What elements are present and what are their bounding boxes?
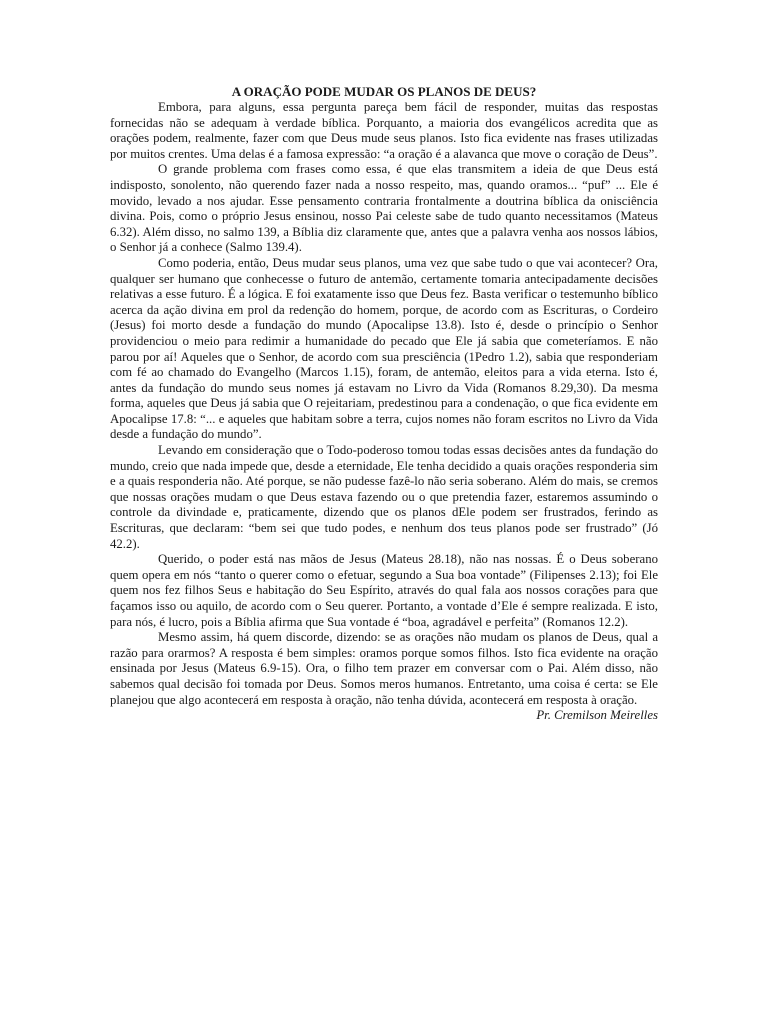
paragraph-6: Mesmo assim, há quem discorde, dizendo: se as orações não mudam os planos de Deus, qual a razão para orarmos? A resposta é bem simples: oramos porque somos filhos. Isto fica evidente na oração ensinada por Jesus (Mateus 6.9-15). Ora, o filho tem prazer em conversar com o Pai. Além disso, não sabemos qual decisão foi tomada por Deus. Somos meros humanos. Entretanto, uma coisa é certa: se Ele planejou que algo acontecerá em resposta à oração, não tenha dúvida, acontecerá em resposta à oração.: [110, 630, 658, 707]
author-signature: Pr. Cremilson Meirelles: [536, 708, 658, 723]
document-title: A ORAÇÃO PODE MUDAR OS PLANOS DE DEUS?: [231, 84, 537, 99]
paragraph-4: Levando em consideração que o Todo-poderoso tomou todas essas decisões antes da fundação do mundo, creio que nada impede que, desde a eternidade, Ele tenha decidido a quais orações responderia sim e a quais responderia não. Até porque, se não pudesse fazê-lo não seria soberano. Além do mais, se cremos que nossas orações mudam o que Deus estava fazendo ou o que pretendia fazer, estaremos assumindo o controle da divindade e, praticamente, dizendo que os planos dEle podem ser frustrados, ferindo as Escrituras, que declaram: “bem sei que tudo podes, e nenhum dos teus planos pode ser frustrado” (Jó 42.2).: [110, 443, 658, 551]
paragraph-1: Embora, para alguns, essa pergunta pareça bem fácil de responder, muitas das respostas fornecidas não se adequam à verdade bíblica. Porquanto, a maioria dos evangélicos acredita que as orações podem, realmente, fazer com que Deus mude seus planos. Isto fica evidente nas frases utilizadas por muitos crentes. Uma delas é a famosa expressão: “a oração é a alavanca que move o coração de Deus”.: [110, 100, 658, 161]
paragraph-5: Querido, o poder está nas mãos de Jesus (Mateus 28.18), não nas nossas. É o Deus soberano quem opera em nós “tanto o querer como o efetuar, segundo a Sua boa vontade” (Filipenses 2.13); foi Ele quem nos fez filhos Seus e habitação do Seu Espírito, através do qual fala aos nossos corações para que façamos isso ou aquilo, de acordo com o Seu querer. Portanto, a vontade d’Ele é sempre realizada. E isto, para nós, é lucro, pois a Bíblia afirma que Sua vontade é “boa, agradável e perfeita” (Romanos 12.2).: [110, 552, 658, 629]
paragraph-3: Como poderia, então, Deus mudar seus planos, uma vez que sabe tudo o que vai acontecer? Ora, qualquer ser humano que conhecesse o futuro de antemão, certamente tomaria antecipadamente decisões relativas a esse futuro. É a lógica. E foi exatamente isso que Deus fez. Basta verificar o testemunho bíblico acerca da ação divina em prol da redenção do homem, porque, de acordo com as Escrituras, o Cordeiro (Jesus) foi morto desde a fundação do mundo (Apocalipse 13.8). Isto é, desde o princípio o Senhor providenciou o meio para redimir a humanidade do pecado que Ele já sabia que cometeríamos. E não parou por aí! Aqueles que o Senhor, de acordo com sua presciência (1Pedro 1.2), sabia que responderiam com fé ao chamado do Evangelho (Marcos 1.15), foram, de antemão, eleitos para a vida eterna. Isto é, antes da fundação do mundo seus nomes já estavam no Livro da Vida (Romanos 8.29,30). Da mesma forma, aqueles que Deus já sabia que O rejeitariam, predestinou para a condenação, o que fica evidente em Apocalipse 17.8: “... e aqueles que habitam sobre a terra, cujos nomes não foram escritos no Livro da Vida desde a fundação do mundo”.: [110, 255, 658, 442]
paragraph-2: O grande problema com frases como essa, é que elas transmitem a ideia de que Deus está indisposto, sonolento, não querendo fazer nada a nosso respeito, mas, quando oramos... “puf” ... Ele é movido, levado a nos ajudar. Esse pensamento contraria frontalmente a doutrina bíblica da onisciência divina. Pois, como o próprio Jesus ensinou, nosso Pai celeste sabe de tudo quanto necessitamos (Mateus 6.32). Além disso, no salmo 139, a Bíblia diz claramente que, antes que a palavra venha aos nossos lábios, o Senhor já a conhece (Salmo 139.4).: [110, 162, 658, 255]
document-page: [110, 84, 658, 724]
